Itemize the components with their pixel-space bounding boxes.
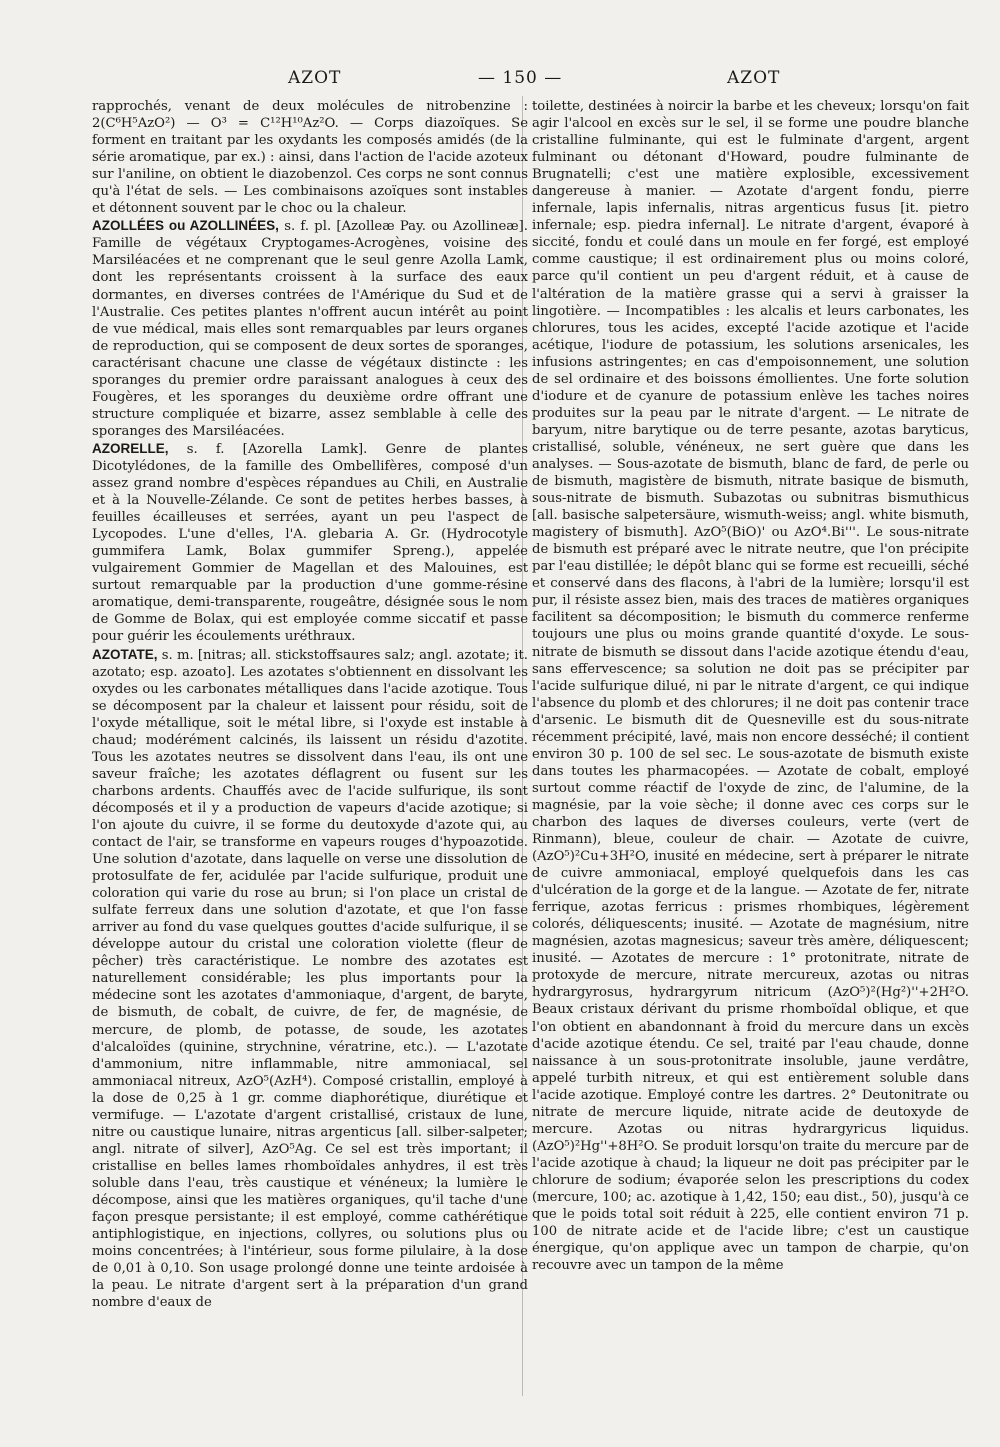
- running-head-left: AZOT: [288, 68, 342, 88]
- entry-body: s. m. [nitras; all. stickstoffsaures salz; angl. azotate; it. azotato; esp. azoato]. Les azotates s'obtiennent en dissolvant les oxydes ou les carbonates métalliques dans l'acide azotique. Tous se décomposent par la chaleur et laissent pour résidu, soit de l'oxyde métallique, soit le métal libre, si l'oxyde est instable à chaud; modérément calcinés, ils laissent un résidu d'azotite. Tous les azotates neutres se dissolvent dans l'eau, ils ont une saveur fraîche; les azotates déflagrent ou fusent sur les charbons ardents. Chauffés avec de l'acide sulfurique, ils sont décomposés et il y a production de vapeurs d'acide azotique; si l'on ajoute du cuivre, il se forme du deutoxyde d'azote qui, au contact de l'air, se transforme en vapeurs rouges d'hypoazotide. Une solution d'azotate, dans laquelle on verse une dissolution de protosulfate de fer, acidulée par l'acide sulfurique, produit une coloration qui varie du rose au brun; si l'on place un cristal de sulfate ferreux dans une solution d'azotate, et que l'on fasse arriver au fond du vase quelques gouttes d'acide sulfurique, il se développe autour du cristal une coloration violette (fleur de pêcher) très caractéristique. Le nombre des azotates est naturellement considérable; les plus importants pour la médecine sont les azotates d'ammoniaque, d'argent, de baryte, de bismuth, de cobalt, de cuivre, de fer, de magnésie, de mercure, de plomb, de potasse, de soude, les azotates d'alcaloïdes (quinine, strychnine, vératrine, etc.). — L'azotate d'ammonium, nitre inflammable, nitre ammoniacal, sel ammoniacal nitreux, AzO⁵(AzH⁴). Composé cristallin, employé à la dose de 0,25 à 1 gr. comme diaphorétique, diurétique et vermifuge. — L'azotate d'argent cristallisé, cristaux de lune, nitre ou caustique lunaire, nitras argenticus [all. silber-salpeter; angl. nitrate of silver], AzO⁵Ag. Ce sel est très important; il cristallise en belles lames rhomboïdales anhydres, il est très soluble dans l'eau, très caustique et vénéneux; la lumière le décompose, ainsi que les matières organiques, qu'il tache d'une façon presque persistante; il est employé, comme cathérétique antiphlogistique, en injections, collyres, ou solutions plus ou moins concentrées; à l'intérieur, sous forme pilulaire, à la dose de 0,01 à 0,10. Son usage prolongé donne une teinte ardoisée à la peau. Le nitrate d'argent sert à la préparation d'un grand nombre d'eaux de: [92, 647, 528, 1311]
- entry-headword: AZORELLE,: [92, 440, 169, 456]
- left-column: [92, 98, 528, 1423]
- entry-headword: AZOLLÉES ou AZOLLINÉES,: [92, 218, 279, 234]
- right-column: [532, 98, 969, 1423]
- entry-body: s. f. [Azorella Lamk]. Genre de plantes Dicotylédones, de la famille des Ombellifères, composé d'un assez grand nombre d'espèces répandues au Chili, en Australie et à la Nouvelle-Zélande. Ce sont de petites herbes basses, à feuilles écailleuses et serrées, ayant un peu l'aspect de Lycopodes. L'une d'elles, l'A. glebaria A. Gr. (Hydrocotyle gummifera Lamk, Bolax gummifer Spreng.), appelée vulgairement Gommier de Magellan et des Malouines, est surtout remarquable par la production d'une gomme-résine aromatique, demi-transparente, rougeâtre, désignée sous le nom de Gomme de Bolax, qui est employée comme siccatif et passe pour guérir les écoulements uréthraux.: [92, 441, 528, 645]
- continued-paragraph: rapprochés, venant de deux molécules de nitrobenzine : 2(C⁶H⁵AzO²) — O³ = C¹²H¹⁰Az²O. — Corps diazoïques. Se forment en traitant par les oxydants les composés amidés (de la série aromatique, par ex.) : ainsi, dans l'action de l'acide azoteux sur l'aniline, on obtient le diazobenzol. Ces corps ne sont connus qu'à l'état de sels. — Les combinaisons azoïques sont instables et détonnent souvent par le choc ou la chaleur.: [92, 99, 528, 217]
- page-number: — 150 —: [478, 68, 563, 88]
- right-column-text: toilette, destinées à noircir la barbe et les cheveux; lorsqu'on fait agir l'alcool en excès sur le sel, il se forme une poudre blanche cristalline fulminante, qui est le fulminate d'argent, argent fulminant ou détonant d'Howard, poudre fulminante de Brugnatelli; c'est une matière explosible, excessivement dangereuse à manier. — Azotate d'argent fondu, pierre infernale, lapis infernalis, nitras argenticus fusus [it. pietro infernale; esp. piedra infernal]. Le nitrate d'argent, évaporé à siccité, fondu et coulé dans un moule en fer forgé, est employé comme caustique; il est ordinairement plus ou moins coloré, parce qu'il contient un peu d'argent réduit, et à cause de l'altération de la matière grasse qui a servi à graisser la lingotière. — Incompatibles : les alcalis et leurs carbonates, les chlorures, tous les acides, excepté l'acide azotique et l'acide acétique, l'iodure de potassium, les solutions arsenicales, les infusions astringentes; en cas d'empoisonnement, une solution de sel ordinaire et des boissons émollientes. Une forte solution d'iodure et de cyanure de potassium enlève les taches noires produites sur la peau par le nitrate d'argent. — Le nitrate de baryum, nitre barytique ou de terre pesante, azotas baryticus, cristallisé, soluble, vénéneux, ne sert guère que dans les analyses. — Sous-azotate de bismuth, blanc de fard, de perle ou de bismuth, magistère de bismuth, nitrate basique de bismuth, sous-nitrate de bismuth. Subazotas ou subnitras bismuthicus [all. basische salpetersäure, wismuth-weiss; angl. white bismuth, magistery of bismuth]. AzO⁵(BiO)' ou AzO⁴.Bi'''. Le sous-nitrate de bismuth est préparé avec le nitrate neutre, que l'on précipite par l'eau distillée; le dépôt blanc qui se forme est recueilli, séché et conservé dans des flacons, à l'abri de la lumière; lorsqu'il est pur, il résiste assez bien, mais des traces de matières organiques facilitent sa décomposition; le bismuth du commerce renferme toujours une plus ou moins grande quantité d'oxyde. Le sous-nitrate de bismuth se dissout dans l'acide azotique étendu d'eau, sans effervescence; sa solution ne doit pas se précipiter par l'acide sulfurique dilué, ni par le nitrate d'argent, ce qui indique l'absence du plomb et des chlorures; il ne doit pas contenir trace d'arsenic. Le bismuth dit de Quesneville est du sous-nitrate récemment précipité, lavé, mais non encore desséché; il contient environ 30 p. 100 de sel sec. Le sous-azotate de bismuth existe dans toutes les pharmacopées. — Azotate de cobalt, employé surtout comme réactif de l'oxyde de zinc, de l'alumine, de la magnésie, par la voie sèche; il donne avec ces corps sur le charbon des laques de diverses couleurs, verte (vert de Rinmann), bleue, couleur de chair. — Azotate de cuivre, (AzO⁵)²Cu+3H²O, inusité en médecine, sert à préparer le nitrate de cuivre ammoniacal, employé quelquefois dans les cas d'ulcération de la gorge et de la langue. — Azotate de fer, nitrate ferrique, azotas ferricus : prismes rhombiques, légèrement colorés, déliquescents; inusité. — Azotate de magnésium, nitre magnésien, azotas magnesicus; saveur très amère, déliquescent; inusité. — Azotates de mercure : 1° protonitrate, nitrate de protoxyde de mercure, nitrate mercureux, azotas ou nitras hydrargyrosus, hydrargyrum nitricum (AzO⁵)²(Hg²)''+2H²O. Beaux cristaux dérivant du prisme rhomboïdal oblique, et que l'on obtient en abandonnant à froid du mercure dans un excès d'acide azotique étendu. Ce sel, traité par l'eau chaude, donne naissance à un sous-protonitrate insoluble, jaune verdâtre, appelé turbith nitreux, et qui est entièrement soluble dans l'acide azotique. Employé contre les dartres. 2° Deutonitrate ou nitrate de mercure liquide, nitrate acide de deutoxyde de mercure. Azotas ou nitras hydrargyricus liquidus. (AzO⁵)²Hg''+8H²O. Se produit lorsqu'on traite du mercure par de l'acide azotique à chaud; la liqueur ne doit pas précipiter par le chlorure de sodium; évaporée selon les prescriptions du codex (mercure, 100; ac. azotique à 1,42, 150; eau dist., 50), jusqu'à ce que le poids total soit réduit à 225, elle contient environ 71 p. 100 de nitrate acide et de l'acide libre; c'est un caustique énergique, qu'on applique avec un tampon de charpie, qu'on recouvre avec un tampon de la même: [532, 99, 969, 1274]
- entry-azorelle: [92, 440, 528, 646]
- entry-azollees: [92, 217, 528, 440]
- running-head-right: AZOT: [727, 68, 781, 88]
- entry-azotate: [92, 646, 528, 1312]
- entry-headword: AZOTATE,: [92, 646, 158, 662]
- entry-body: s. f. pl. [Azolleæ Pay. ou Azollineæ]. Famille de végétaux Cryptogames-Acrogènes, voisine des Marsiléacées et ne comprenant que le seul genre Azolla Lamk, dont les représentants croissent à la surface des eaux dormantes, en diverses contrées de l'Amérique du Sud et de l'Australie. Ces petites plantes n'offrent aucun intérêt au point de vue médical, mais elles sont remarquables par leurs organes de reproduction, qui se composent de deux sortes de sporanges, caractérisant chacune une classe de végétaux distincte : les sporanges du premier ordre paraissant analogues à ceux des Fougères, et les sporanges du deuxième ordre offrant une structure compliquée et bizarre, assez semblable à celle des sporanges des Marsiléacées.: [92, 219, 528, 439]
